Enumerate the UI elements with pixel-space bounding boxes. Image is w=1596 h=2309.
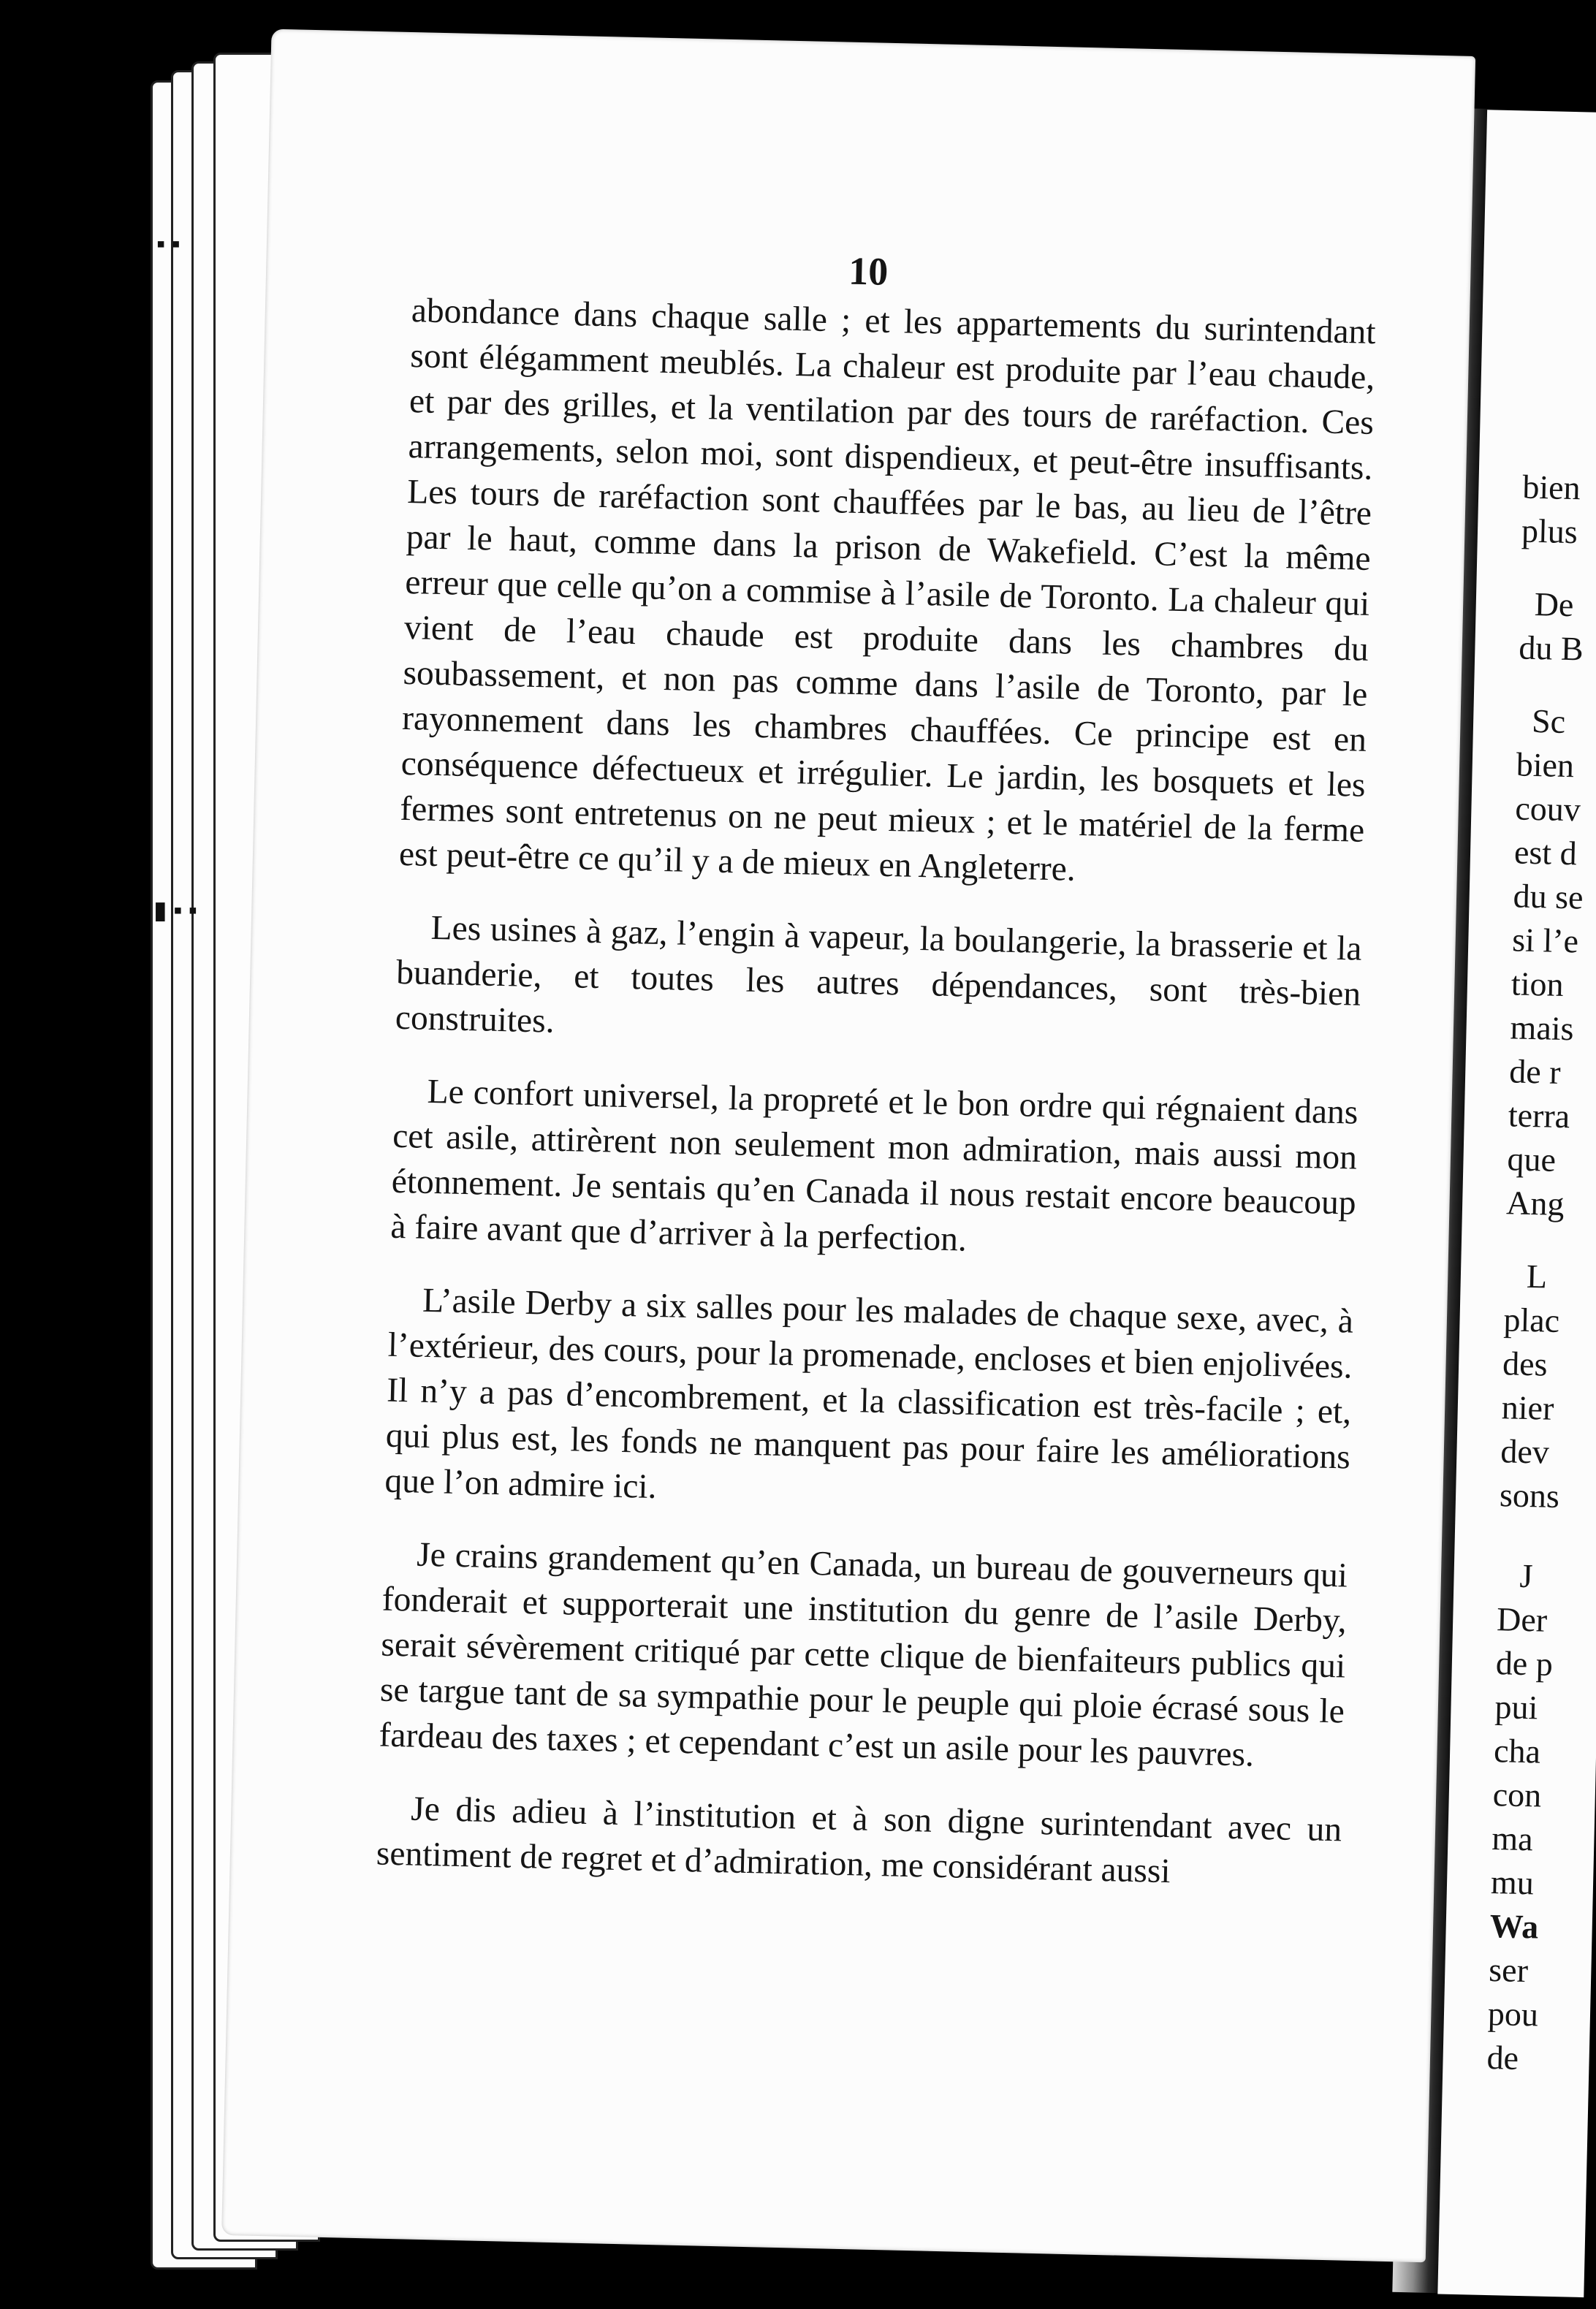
facing-page-fragment: pui [1494, 1688, 1538, 1727]
facing-page-fragment: pou [1487, 1995, 1539, 2034]
paragraph: abondance dans chaque salle ; et les appartements du surintendant sont élégamment meublés. La chaleur est produite par l’eau chaude, et par des grilles, et la ventilation par des tours de raréfaction. Ces arrangements, selon moi, sont dispendieux, et peut-être insuffisants. Les tours de raréfaction sont chauffées par le bas, au lieu de l’être par le haut, comme dans la prison de Wakefield. C’est la même erreur que celle qu’on a commise à l’asile de Toronto. La chaleur qui vient de l’eau chaude est produite dans les chambres du soubassement, et non pas comme dans l’asile de Toronto, par le rayonnement dans les chambres chauffées. Ce principe est en conséquence défectueux et irrégulier. Le jardin, les bosquets et les fermes sont entretenus on ne peut mieux ; et le matériel de la ferme est peut-être ce qu’il y a de mieux en Angleterre. [398, 292, 1377, 889]
facing-page-fragment: du B [1518, 628, 1584, 668]
page-text [375, 288, 1376, 1925]
facing-page-fragment: que [1506, 1140, 1557, 1179]
facing-page-fragment: mais [1510, 1008, 1575, 1048]
facing-page-fragment: plus [1521, 511, 1578, 551]
book-page [221, 29, 1475, 2263]
paragraph: Le confort universel, la propreté et le bon ordre qui régnaient dans cet asile, attirèrent non seulement mon admiration, mais aussi mon étonnement. Je sentais qu’en Canada il nous restait encore beaucoup à faire avant que d’arriver à la perfection. [390, 1072, 1358, 1259]
facing-page-fragment: du se [1513, 877, 1584, 916]
facing-page-fragment: Der [1496, 1600, 1548, 1639]
facing-page-fragment: tion [1510, 965, 1565, 1003]
facing-page-fragment: de p [1495, 1644, 1554, 1683]
page-number: 10 [848, 248, 889, 294]
facing-page-fragment: sons [1499, 1476, 1560, 1515]
facing-page-fragment: des [1502, 1344, 1548, 1383]
facing-page-fragment: cha [1493, 1732, 1541, 1770]
facing-page-fragment: ser [1488, 1951, 1529, 1990]
facing-page-fragment: Wa [1489, 1907, 1539, 1946]
facing-page-fragment: terra [1508, 1096, 1570, 1136]
facing-page-fragment: est d [1513, 833, 1578, 872]
facing-page-fragment: bien [1516, 745, 1575, 785]
paragraph: Je dis adieu à l’institution et à son digne surintendant avec un sentiment de regret et d’admiration, me considérant aussi [376, 1789, 1342, 1891]
facing-page-fragment: dev [1500, 1432, 1550, 1471]
facing-page-fragment: ma [1491, 1819, 1534, 1858]
facing-page-fragment: de r [1508, 1052, 1562, 1091]
facing-page-fragment: bien [1521, 468, 1581, 507]
facing-page-fragment: nier [1501, 1388, 1554, 1427]
facing-page-fragment: mu [1490, 1863, 1535, 1902]
facing-page-fragment: si l’e [1511, 921, 1579, 960]
facing-page-fragment: con [1492, 1776, 1542, 1814]
margin-mark: ▪ ▪ [156, 231, 180, 258]
facing-page-fragment: J [1519, 1556, 1534, 1595]
facing-page-fragment: de [1486, 2038, 1519, 2077]
paragraph: Les usines à gaz, l’engin à vapeur, la boulangerie, la brasserie et la buanderie, et toutes les autres dépendances, sont très-bien construites. [395, 908, 1363, 1041]
facing-page-fragment: De [1534, 585, 1575, 624]
margin-mark: ▮ ▪ ▪ [153, 897, 197, 924]
facing-page-fragment: Ang [1505, 1184, 1565, 1223]
facing-page-fragment: Sc [1531, 701, 1566, 740]
facing-page-fragment: couv [1514, 789, 1581, 829]
facing-page-fragment: L [1526, 1257, 1548, 1296]
paragraph: L’asile Derby a six salles pour les malades de chaque sexe, avec, à l’extérieur, des cours, pour la promenade, encloses et bien enjolivées. Il n’y a pas d’encombrement, et la classification est très-facile ; et, qui plus est, les fonds ne manquent pas pour faire les améliorations que l’on admire ici. [384, 1281, 1354, 1507]
paragraph: Je crains grandement qu’en Canada, un bureau de gouverneurs qui fonderait et supporterait une institution du genre de l’asile Derby, serait sévèrement critiqué par cette clique de bienfaiteurs publics qui se targue tant de sa sympathie pour le peuple qui ploie écrasé sous le fardeau des taxes ; et cependant c’est un asile pour les pauvres. [379, 1535, 1348, 1774]
facing-page-fragment: plac [1503, 1301, 1560, 1339]
